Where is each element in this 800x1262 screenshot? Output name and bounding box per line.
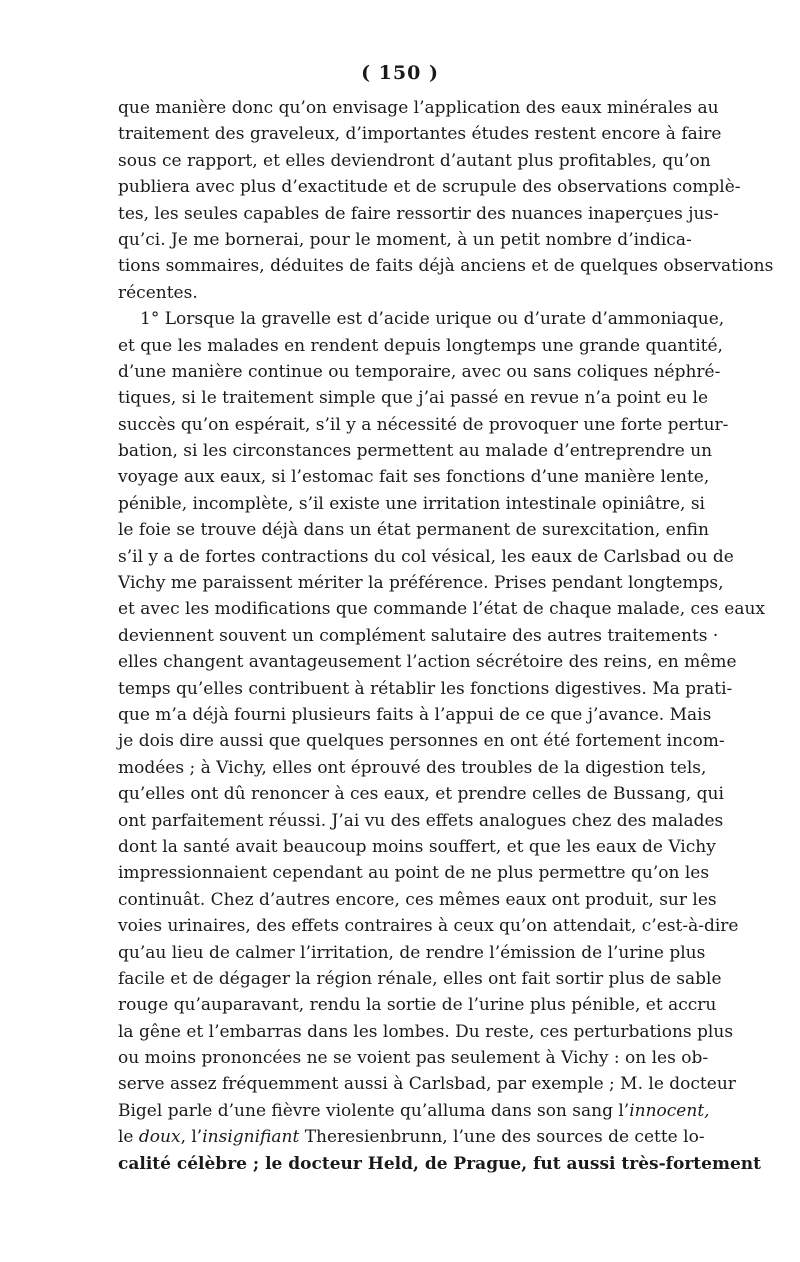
- text-line: elles changent avantageusement l’action sécrétoire des reins, en même: [118, 652, 737, 673]
- text-line: ou moins prononcées ne se voient pas seulement à Vichy : on les ob-: [118, 1048, 709, 1069]
- italic-word: insignifiant: [202, 1127, 300, 1148]
- body-text: [118, 95, 774, 1177]
- text-line: récentes.: [118, 282, 198, 303]
- text-line: continuât. Chez d’autres encore, ces mêmes eaux ont produit, sur les: [118, 889, 717, 910]
- text-line: tiques, si le traitement simple que j’ai passé en revue n’a point eu le: [118, 388, 709, 409]
- text-line: ont parfaitement réussi. J’ai vu des effets analogues chez des malades: [118, 810, 724, 831]
- italic-word: doux: [138, 1127, 181, 1148]
- text-line: deviennent souvent un complément salutaire des autres traitements ·: [118, 625, 719, 646]
- text-line: le foie se trouve déjà dans un état permanent de surexcitation, enfin: [118, 520, 709, 541]
- text-line: et avec les modifications que commande l’état de chaque malade, ces eaux: [118, 599, 765, 620]
- text-line: voies urinaires, des effets contraires à ceux qu’on attendait, c’est-à-dire: [118, 916, 739, 937]
- text-line: s’il y a de fortes contractions du col vésical, les eaux de Carlsbad ou de: [118, 546, 734, 567]
- text-line: succès qu’on espérait, s’il y a nécessité de provoquer une forte pertur-: [118, 414, 729, 435]
- text-line: voyage aux eaux, si l’estomac fait ses fonctions d’une manière lente,: [118, 467, 710, 488]
- text-line: calité célèbre ; le docteur Held, de Prague, fut aussi très-fortement: [118, 1153, 761, 1174]
- text-line: sous ce rapport, et elles deviendront d’autant plus profitables, qu’on: [118, 150, 711, 171]
- text-segment: Theresienbrunn, l’une des sources de cette lo-: [299, 1127, 705, 1148]
- italic-word: innocent,: [629, 1100, 710, 1121]
- text-line: d’une manière continue ou temporaire, avec ou sans coliques néphré-: [118, 361, 721, 382]
- text-line: qu’ci. Je me bornerai, pour le moment, à un petit nombre d’indica-: [118, 229, 692, 250]
- text-line: temps qu’elles contribuent à rétablir les fonctions digestives. Ma prati-: [118, 678, 733, 699]
- text-segment: le: [118, 1127, 139, 1148]
- text-line: Vichy me paraissent mériter la préférence. Prises pendant longtemps,: [118, 573, 724, 594]
- paragraph-start-line: 1° Lorsque la gravelle est d’acide urique ou d’urate d’ammoniaque,: [140, 309, 725, 330]
- text-line: pénible, incomplète, s’il existe une irritation intestinale opiniâtre, si: [118, 493, 705, 514]
- text-line: publiera avec plus d’exactitude et de scrupule des observations complè-: [118, 177, 741, 198]
- text-line: tes, les seules capables de faire ressortir des nuances inaperçues jus-: [118, 203, 719, 224]
- page-number: ( 150 ): [361, 62, 439, 84]
- text-segment: , l’: [180, 1127, 203, 1148]
- text-line: rouge qu’auparavant, rendu la sortie de l’urine plus pénible, et accru: [118, 995, 717, 1016]
- text-line: que manière donc qu’on envisage l’application des eaux minérales au: [118, 98, 719, 118]
- text-line: modées ; à Vichy, elles ont éprouvé des troubles de la digestion tels,: [118, 757, 707, 778]
- text-segment: Bigel parle d’une fièvre violente qu’alluma dans son sang l’: [118, 1100, 630, 1121]
- text-line: impressionnaient cependant au point de ne plus permettre qu’on les: [118, 863, 710, 884]
- text-line: que m’a déjà fourni plusieurs faits à l’appui de ce que j’avance. Mais: [118, 704, 712, 725]
- text-line: la gêne et l’embarras dans les lombes. Du reste, ces perturbations plus: [118, 1021, 734, 1042]
- text-line-with-italic: [118, 1098, 710, 1124]
- text-line: dont la santé avait beaucoup moins souffert, et que les eaux de Vichy: [118, 836, 716, 857]
- text-line: serve assez fréquemment aussi à Carlsbad, par exemple ; M. le docteur: [118, 1074, 736, 1095]
- text-line-with-italic: [118, 1124, 705, 1150]
- text-line: traitement des graveleux, d’importantes études restent encore à faire: [118, 124, 722, 145]
- text-line: qu’au lieu de calmer l’irritation, de rendre l’émission de l’urine plus: [118, 942, 706, 963]
- text-line: et que les malades en rendent depuis longtemps une grande quantité,: [118, 335, 723, 356]
- text-line: tions sommaires, déduites de faits déjà anciens et de quelques observations: [118, 256, 774, 277]
- text-line: bation, si les circonstances permettent au malade d’entreprendre un: [118, 441, 713, 462]
- text-line: qu’elles ont dû renoncer à ces eaux, et prendre celles de Bussang, qui: [118, 784, 724, 805]
- text-line: je dois dire aussi que quelques personnes en ont été fortement incom-: [118, 731, 725, 752]
- text-line: facile et de dégager la région rénale, elles ont fait sortir plus de sable: [118, 968, 722, 989]
